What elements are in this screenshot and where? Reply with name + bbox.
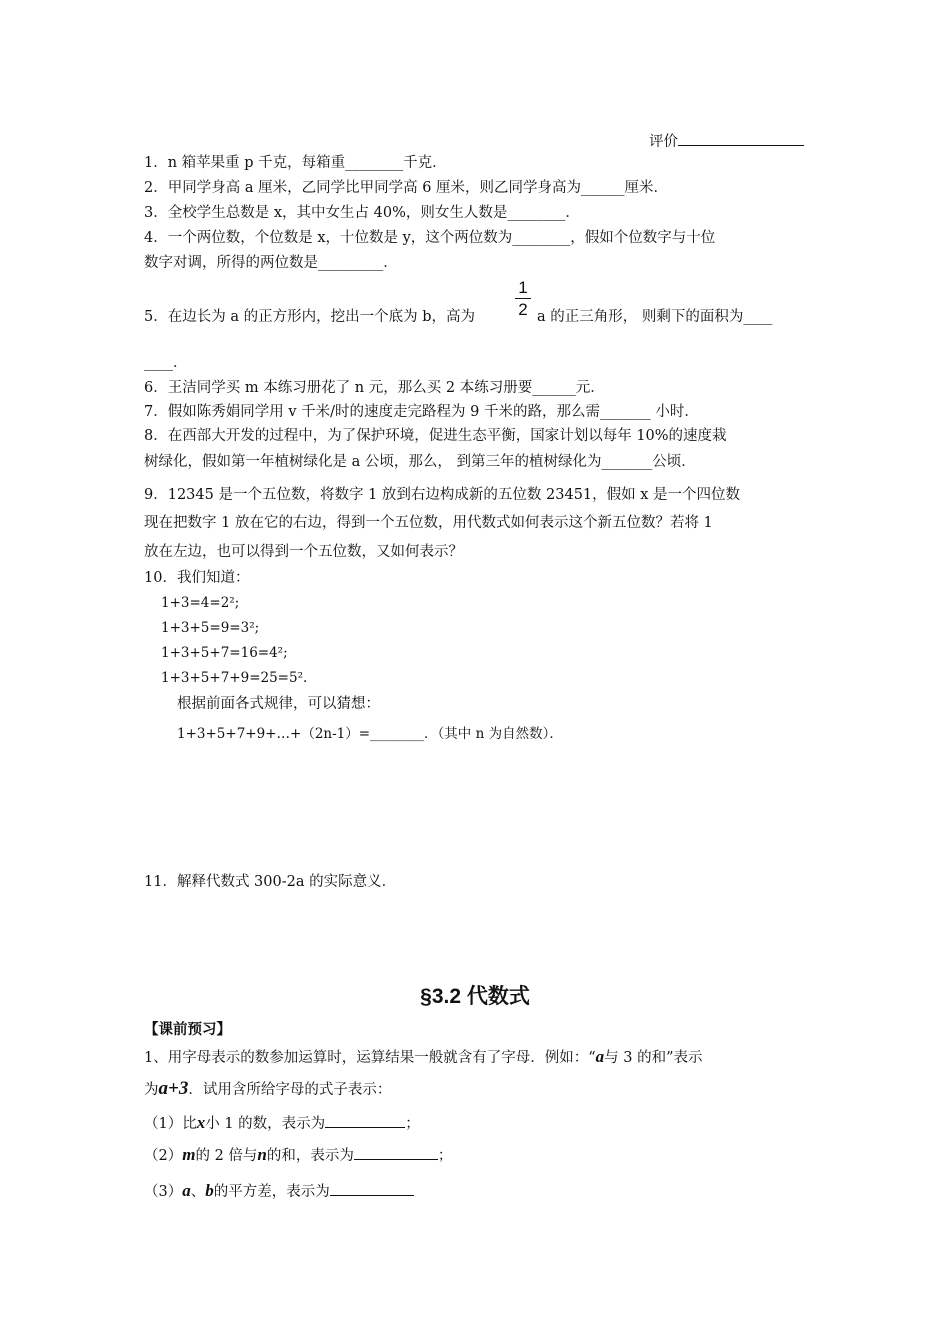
rating-blank[interactable] [678, 129, 804, 146]
question-9-line-1: 9．12345 是一个五位数，将数字 1 放到右边构成新的五位数 23451，假如 x 是一个四位数 [144, 487, 741, 503]
exercise-2-left: （2） [144, 1148, 183, 1164]
exercise-3-left: （3） [144, 1184, 183, 1200]
question-8-line-2: 树绿化，假如第一年植树绿化是 a 公顷，那么， 到第三年的植树绿化为_______公顷． [144, 454, 696, 470]
variable-a-2: a [182, 1181, 191, 1200]
exercise-2-mid: 的 2 倍与 [195, 1148, 258, 1164]
preview-line-2-right: ．试用含所给字母的式子表示： [188, 1082, 392, 1098]
exercise-2 [144, 1145, 452, 1165]
question-8-line-1: 8．在西部大开发的过程中，为了保护环境，促进生态平衡，国家计划以每年 10%的速度栽 [144, 428, 727, 444]
variable-x: x [196, 1113, 206, 1132]
preview-line-1-left: 1、用字母表示的数参加运算时，运算结果一般就含有了字母．例如：“ [144, 1050, 596, 1066]
preview-line-1 [144, 1048, 703, 1067]
exercise-3-right: 的平方差，表示为 [213, 1184, 330, 1200]
question-2: 2．甲同学身高 a 厘米，乙同学比甲同学高 6 厘米，则乙同学身高为______厘米． [144, 180, 669, 196]
fraction-numerator: 1 [518, 278, 528, 297]
exercise-3-mid: 、 [190, 1184, 206, 1200]
guess-prompt: 根据前面各式规律，可以猜想： [177, 696, 380, 712]
equation-1: 1+3=4=2²; [161, 595, 240, 611]
exercise-2-end: ； [437, 1148, 453, 1164]
question-10-heading: 10．我们知道： [144, 570, 250, 586]
fraction-bar [515, 298, 531, 299]
fraction-denominator: 2 [518, 300, 528, 319]
exercise-2-blank[interactable] [354, 1145, 438, 1160]
question-4-line-1: 4．一个两位数，个位数是 x，十位数是 y，这个两位数为________，假如个位数字与十位 [144, 230, 716, 246]
exercise-1 [144, 1113, 420, 1133]
exercise-1-right: 小 1 的数，表示为 [205, 1116, 326, 1132]
question-5-line-1-left: 5．在边长为 a 的正方形内，挖出一个底为 b，高为 [144, 309, 475, 325]
equation-4: 1+3+5+7+9=25=5². [161, 670, 308, 686]
rating-field [649, 129, 804, 151]
section-title: §3.2 代数式 [420, 985, 530, 1008]
expression-a-plus-3: a+3 [158, 1078, 189, 1099]
variable-a: a [595, 1047, 605, 1066]
exercise-3-blank[interactable] [330, 1181, 414, 1196]
variable-m: m [182, 1145, 196, 1164]
question-11: 11．解释代数式 300-2a 的实际意义． [144, 874, 397, 890]
variable-n: n [257, 1145, 267, 1164]
rating-label: 评价 [649, 134, 678, 150]
guess-formula: 1+3+5+7+9+…+（2n-1）=________．（其中 n 为自然数）． [177, 726, 563, 742]
equation-2: 1+3+5=9=3²; [161, 620, 260, 636]
exercise-3 [144, 1181, 414, 1201]
question-9-line-3: 放在左边，也可以得到一个五位数，又如何表示？ [144, 544, 463, 560]
question-3: 3．全校学生总数是 x，其中女生占 40%，则女生人数是________． [144, 205, 580, 221]
one-half-fraction [515, 278, 531, 319]
question-5-line-2: ____． [144, 355, 188, 371]
preview-line-2-left: 为 [144, 1082, 159, 1098]
question-1: 1．n 箱苹果重 p 千克，每箱重________千克． [144, 155, 447, 171]
preview-line-1-right: 与 3 的和”表示 [604, 1050, 703, 1066]
question-9-line-2: 现在把数字 1 放在它的右边，得到一个五位数，用代数式如何表示这个新五位数？若将 1 [144, 515, 713, 531]
exercise-2-right: 的和，表示为 [266, 1148, 354, 1164]
exercise-1-blank[interactable] [325, 1113, 405, 1128]
preview-line-2 [144, 1080, 391, 1099]
question-7: 7．假如陈秀娟同学用 v 千米/时的速度走完路程为 9 千米的路，那么需_______ 小时． [144, 404, 699, 420]
question-6: 6．王洁同学买 m 本练习册花了 n 元，那么买 2 本练习册要______元． [144, 380, 605, 396]
section-label: 【课前预习】 [144, 1021, 231, 1038]
variable-b: b [205, 1181, 214, 1200]
equation-3: 1+3+5+7=16=4²; [161, 645, 288, 661]
exercise-1-left: （1）比 [144, 1116, 197, 1132]
question-4-line-2: 数字对调，所得的两位数是_________． [144, 255, 398, 271]
exercise-1-end: ； [405, 1116, 420, 1132]
question-5-line-1-right: a 的正三角形， 则剩下的面积为____ [537, 309, 773, 325]
